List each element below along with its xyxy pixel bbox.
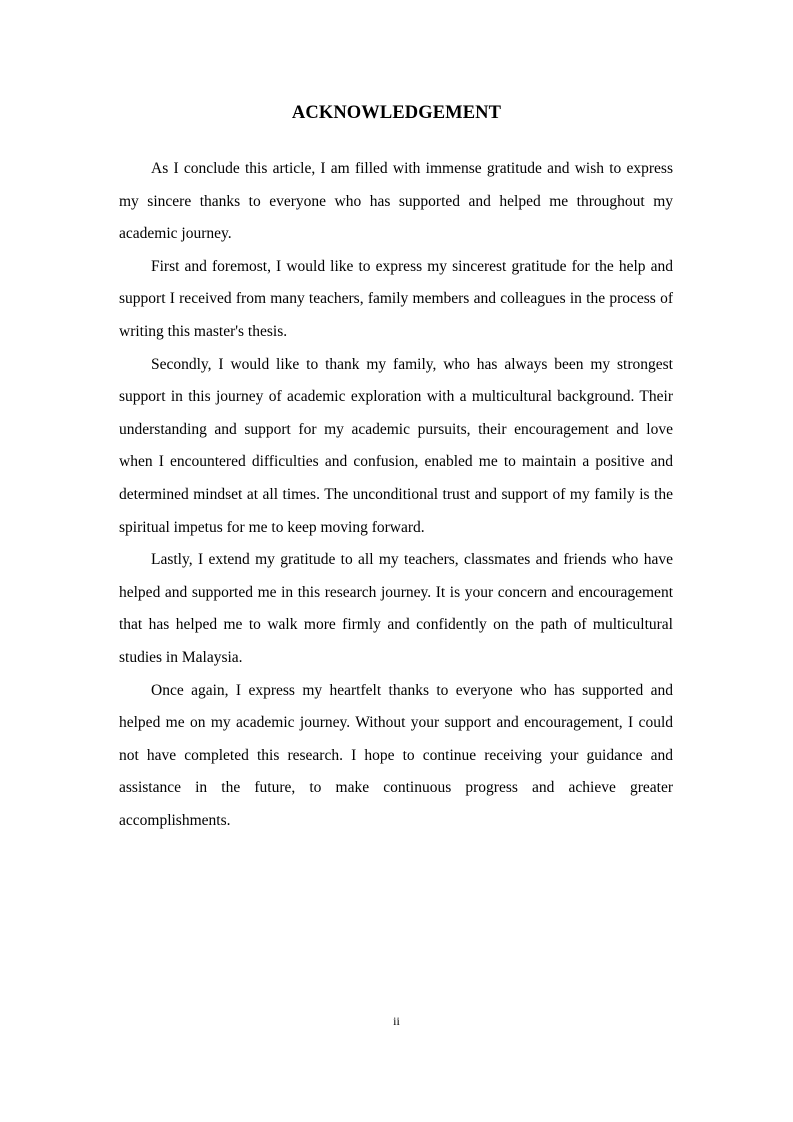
paragraph-1: As I conclude this article, I am filled with immense gratitude and wish to express my sincere thanks to everyone who has supported and helped me throughout my academic journey. [119,160,673,243]
body-text [119,153,673,837]
paragraph-4: Lastly, I extend my gratitude to all my teachers, classmates and friends who have helped and supported me in this research journey. It is your concern and encouragement that has helped me to walk more firmly and confidently on the path of multicultural studies in Malaysia. [119,551,673,666]
paragraph-2: First and foremost, I would like to express my sincerest gratitude for the help and support I received from many teachers, family members and colleagues in the process of writing this master's thesis. [119,257,673,340]
paragraph-3: Secondly, I would like to thank my family, who has always been my strongest support in this journey of academic exploration with a multicultural background. Their understanding and support for my academic pursuits, their encouragement and love when I encountered difficulties and confusion, enabled me to maintain a positive and determined mindset at all times. The unconditional trust and support of my family is the spiritual impetus for me to keep moving forward. [119,355,673,536]
page-number: ii [393,1014,400,1028]
paragraph-5: Once again, I express my heartfelt thanks to everyone who has supported and helped me on my academic journey. Without your support and encouragement, I could not have completed this research. I hope to continue receiving your guidance and assistance in the future, to make continuous progress and achieve greater accomplishments. [119,681,673,829]
page-title: ACKNOWLEDGEMENT [291,103,502,123]
